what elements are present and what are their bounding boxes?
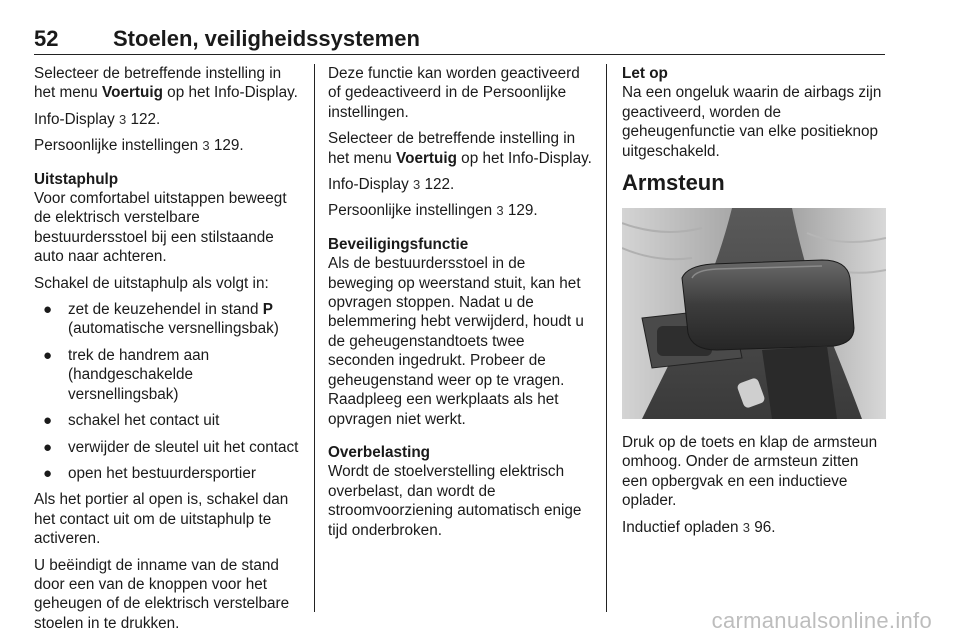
xref-info-display[interactable]: Info-Display 3 122. [34,110,161,128]
list-item: ● open het bestuurdersportier [43,464,256,482]
list-item: ● verwijder de sleutel uit het contact [43,438,299,456]
watermark: carmanualsonline.info [711,608,932,633]
page-reference-arrow-icon: 3 [202,138,210,154]
paragraph-overbelasting: Wordt de stoelverstelling elektrisch overbelast, dan wordt de stroomvoorziening automatisch enige tijd onderbroken. [328,463,582,539]
column-divider [314,64,315,612]
list-item: ● schakel het contact uit [43,412,220,430]
column-left [34,64,302,640]
paragraph-door-open: Als het portier al open is, schakel dan het contact uit om de uitstaphulp te activeren. [34,491,289,548]
page-reference-arrow-icon: 3 [119,111,127,127]
menu-name: Voertuig [102,84,163,102]
xref-inductive-charging[interactable]: Inductief opladen 3 96. [622,518,776,536]
section-title-armsteun: Armsteun [622,170,725,196]
paragraph-armsteun: Druk op de toets en klap de armsteun omhoog. Onder de armsteun zitten een opbergvak en een inductieve oplader. [622,434,878,510]
paragraph-beveiligingsfunctie: Als de bestuurdersstoel in de beweging op weerstand stuit, kan het opvragen stoppen. Nadat u de belemmering hebt verwijderd, houdt u de geheugenstandtoets twee seconden ingedrukt. Probeer de geheugenstand weer op te vragen. Raadpleeg een werkplaats als het opvragen niet werkt. [328,255,584,428]
page-title: Stoelen, veiligheidssystemen [113,26,420,51]
note-heading: Let op [622,65,668,82]
bullet-dot-icon: ● [43,412,53,430]
column-divider [606,64,607,612]
armrest-photo [622,208,886,419]
page-number: 52 [34,26,59,51]
paragraph-end-recall: U beëindigt de inname van de stand door een van de knoppen voor het geheugen of de elektrisch verstelbare stoelen in te drukken. [34,556,290,632]
page-reference-arrow-icon: 3 [413,177,421,193]
page-reference-arrow-icon: 3 [496,203,504,219]
bullet-dot-icon: ● [43,438,53,456]
paragraph-instructions: Schakel de uitstaphulp als volgt in: [34,274,269,292]
section-heading-overbelasting: Overbelasting [328,443,431,461]
list-item: ● trek de handrem aan (handgeschakelde versnellingsbak) [43,346,210,403]
xref-personal-settings[interactable]: Persoonlijke instellingen 3 129. [34,137,244,155]
menu-name: Voertuig [396,149,457,167]
bullet-dot-icon: ● [43,346,53,364]
list-item: ● zet de keuzehendel in stand P (automatische versnellingsbak) [43,301,279,338]
note-text: Na een ongeluk waarin de airbags zijn geactiveerd, worden de geheugenfunctie van elke positieknop uitgeschakeld. [622,84,882,160]
page-reference-arrow-icon: 3 [742,519,751,535]
column-middle [328,64,593,547]
section-heading-uitstaphulp: Uitstaphulp [34,170,119,188]
bullet-dot-icon: ● [43,464,53,482]
bullet-dot-icon: ● [43,301,53,319]
paragraph-uitstaphulp: Voor comfortabel uitstappen beweegt de elektrisch verstelbare bestuurdersstoel bij een stilstaande auto naar achteren. [34,190,287,266]
paragraph-select-setting: Selecteer de betreffende instelling in het menu Voertuig op het Info-Display. [34,65,298,102]
column-right [622,64,888,544]
paragraph-select-setting: Selecteer de betreffende instelling in het menu Voertuig op het Info-Display. [328,130,592,167]
page-header [34,26,885,55]
paragraph-activation: Deze functie kan worden geactiveerd of gedeactiveerd in de Persoonlijke instellingen. [328,65,580,121]
xref-personal-settings[interactable]: Persoonlijke instellingen 3 129. [328,202,538,220]
section-heading-beveiligingsfunctie: Beveiligingsfunctie [328,235,469,253]
bullet-list [34,300,302,483]
xref-info-display[interactable]: Info-Display 3 122. [328,176,455,194]
